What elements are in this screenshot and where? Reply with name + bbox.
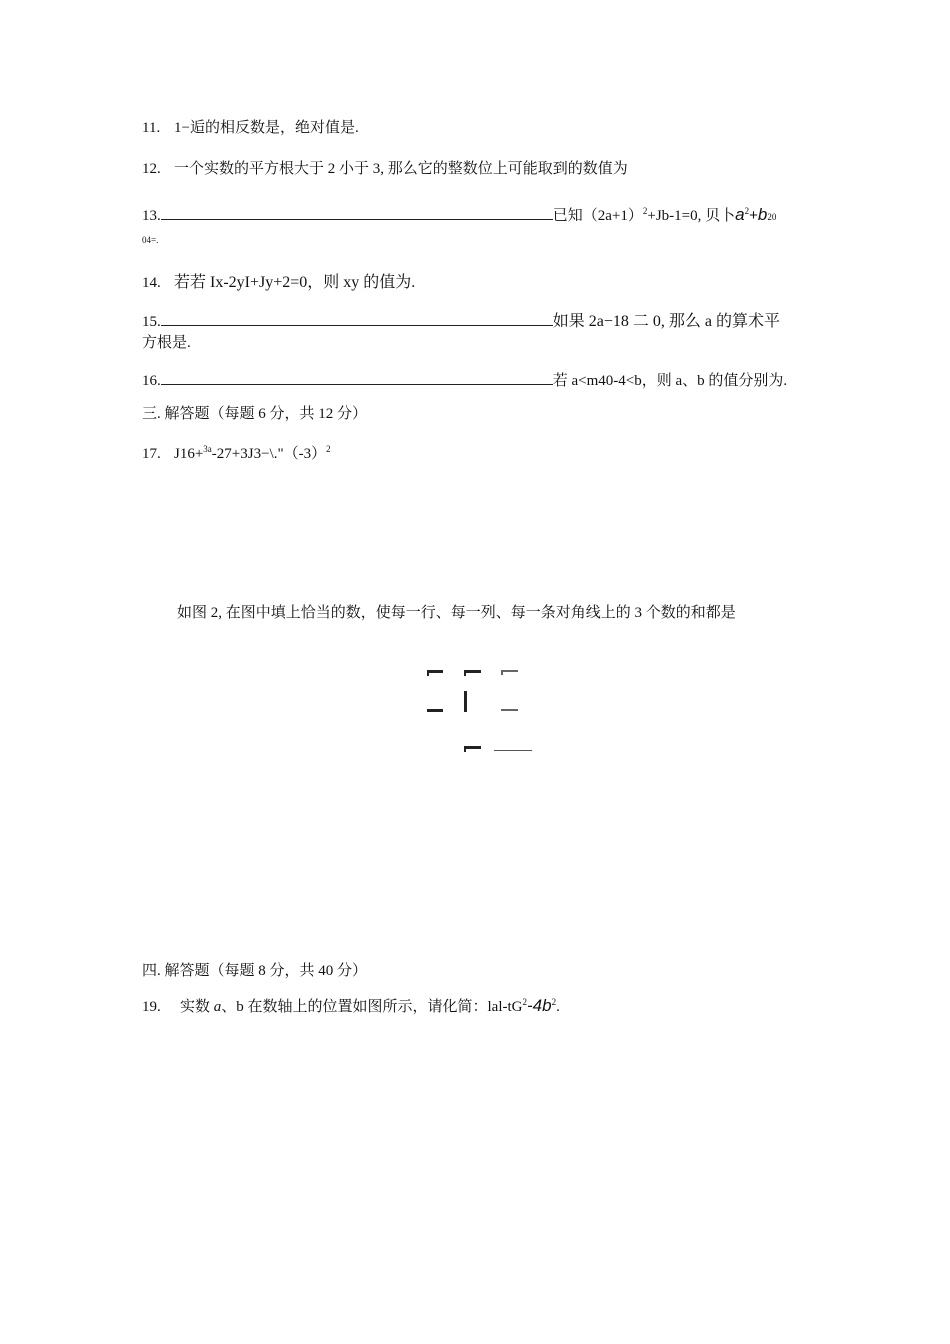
question-15 — [142, 311, 780, 332]
question-text: 1−逅的相反数是，绝对值是. — [174, 120, 359, 136]
question-17 — [142, 444, 331, 464]
grid-cell-mark — [427, 709, 443, 712]
answer-blank — [161, 311, 553, 326]
question-13 — [142, 205, 776, 227]
question-text: 实数 — [180, 999, 211, 1015]
expr-plus: + — [749, 207, 758, 224]
grid-cell-mark — [427, 670, 443, 673]
question-text: J16+ — [174, 446, 204, 462]
answer-blank — [161, 205, 553, 220]
question-number: 11. — [142, 120, 161, 136]
grid-cell-mark — [464, 746, 466, 752]
period: . — [556, 999, 560, 1015]
grid-cell-mark — [501, 670, 518, 672]
question-number: 13. — [142, 208, 161, 224]
expr-b: b — [757, 205, 768, 224]
question-13-cont: 04=. — [142, 235, 159, 245]
question-text-cont: +Jb-1=0, 贝卜 — [647, 208, 736, 224]
grid-cell-mark — [501, 709, 518, 711]
superscript: 3a — [203, 444, 212, 454]
question-15-cont: 方根是. — [142, 335, 191, 351]
question-number: 15. — [142, 314, 161, 330]
question-number: 16. — [142, 373, 161, 389]
question-text: 若 a<m40-4<b，则 a、b 的值分别为. — [552, 373, 788, 389]
grid-cell-mark — [464, 670, 481, 673]
question-text-cont: 、b 在数轴上的位置如图所示，请化简：lal-tG — [221, 999, 523, 1015]
expr-a: a — [735, 205, 745, 224]
grid-cell-mark — [464, 746, 481, 749]
question-14 — [142, 273, 415, 293]
grid-cell-mark — [464, 670, 466, 676]
question-number: 12. — [142, 161, 161, 177]
grid-cell-mark — [494, 750, 532, 751]
grid-cell-mark — [427, 670, 429, 676]
expr: -4b — [527, 996, 552, 1015]
grid-cell-mark — [501, 670, 503, 675]
section-4-title: 四. 解答题（每题 8 分，共 40 分） — [142, 963, 368, 979]
grid-cell-mark — [464, 691, 467, 712]
question-text: 已知（2a+1） — [552, 208, 643, 224]
question-18: 如图 2, 在图中填上恰当的数，使每一行、每一列、每一条对角线上的 3 个数的和都是 — [177, 605, 736, 621]
question-text-cont: -27+3J3−\."（-3） — [211, 446, 327, 462]
question-text: 如果 2a−18 二 0, 那么 a 的算术平 — [552, 313, 780, 330]
superscript: 2 — [522, 997, 528, 1007]
superscript: 2 — [744, 206, 750, 216]
question-text: 若若 Ix-2yI+Jy+2=0，则 xy 的值为. — [174, 274, 416, 291]
question-text: 一个实数的平方根大于 2 小于 3, 那么它的整数位上可能取到的数值为 — [174, 161, 628, 177]
superscript: 2 — [326, 444, 331, 454]
superscript: 2 — [642, 206, 648, 216]
question-16 — [142, 370, 787, 391]
expr-sub: 20 — [767, 212, 777, 222]
question-number: 19. — [142, 999, 161, 1015]
question-11 — [142, 118, 359, 138]
superscript: 2 — [551, 997, 557, 1007]
question-number: 17. — [142, 446, 161, 462]
answer-blank — [161, 370, 553, 385]
var-a: a — [213, 999, 222, 1015]
section-3-title: 三. 解答题（每题 6 分，共 12 分） — [142, 406, 368, 422]
question-12 — [142, 159, 628, 179]
question-number: 14. — [142, 275, 161, 291]
question-19 — [142, 996, 560, 1017]
